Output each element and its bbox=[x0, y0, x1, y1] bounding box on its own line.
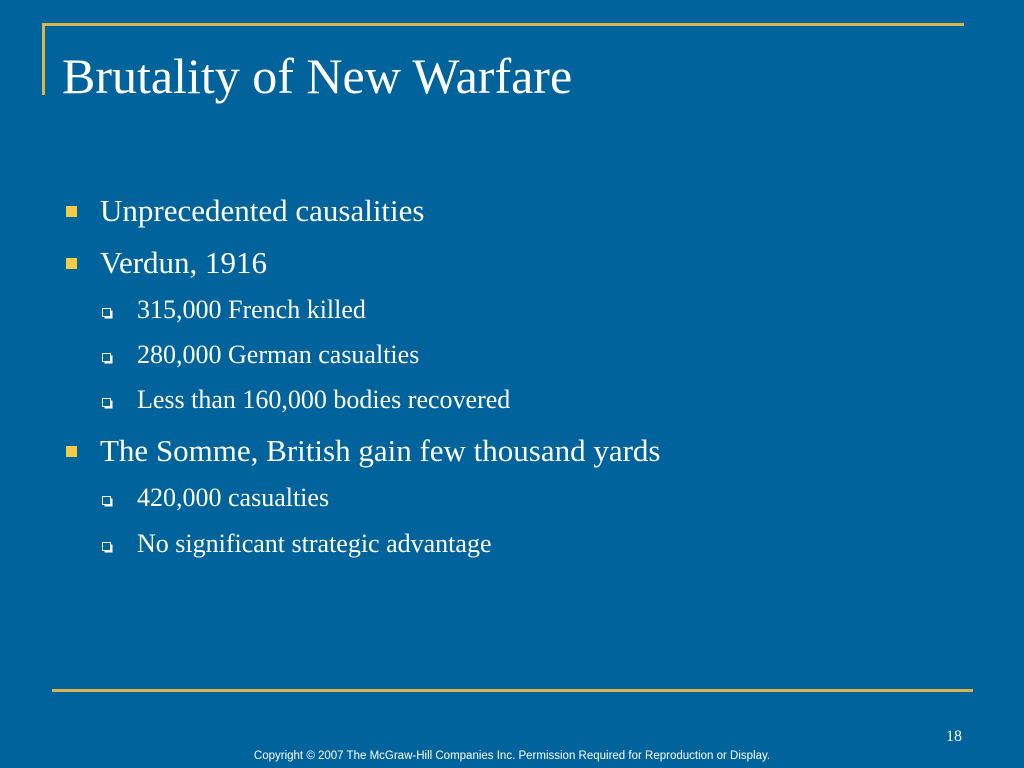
sub-bullet-text: Less than 160,000 bodies recovered bbox=[137, 385, 511, 414]
hollow-square-bullet-icon bbox=[102, 398, 111, 407]
bullet-text: The Somme, British gain few thousand yards bbox=[100, 433, 661, 468]
title-frame-left-rule bbox=[42, 23, 45, 95]
hollow-square-bullet-icon bbox=[102, 496, 111, 505]
bullet-text: Unprecedented causalities bbox=[100, 193, 425, 228]
filled-square-bullet-icon bbox=[66, 206, 77, 217]
filled-square-bullet-icon bbox=[66, 446, 77, 457]
hollow-square-bullet-icon bbox=[102, 308, 111, 317]
slide-title: Brutality of New Warfare bbox=[62, 48, 573, 104]
footer-rule bbox=[52, 689, 973, 692]
bullet-text: Verdun, 1916 bbox=[100, 245, 268, 280]
sub-bullet-text: 315,000 French killed bbox=[137, 295, 366, 324]
hollow-square-bullet-icon bbox=[102, 353, 111, 362]
sub-bullet-text: 280,000 German casualties bbox=[137, 340, 420, 369]
page-number: 18 bbox=[946, 728, 962, 745]
title-frame-top-rule bbox=[42, 23, 964, 26]
filled-square-bullet-icon bbox=[66, 258, 77, 269]
copyright-notice: Copyright © 2007 The McGraw-Hill Companies Inc. Permission Required for Reproduction or Display. bbox=[253, 750, 771, 762]
sub-bullet-text: 420,000 casualties bbox=[137, 483, 330, 512]
sub-bullet-text: No significant strategic advantage bbox=[137, 529, 492, 558]
hollow-square-bullet-icon bbox=[102, 542, 111, 551]
